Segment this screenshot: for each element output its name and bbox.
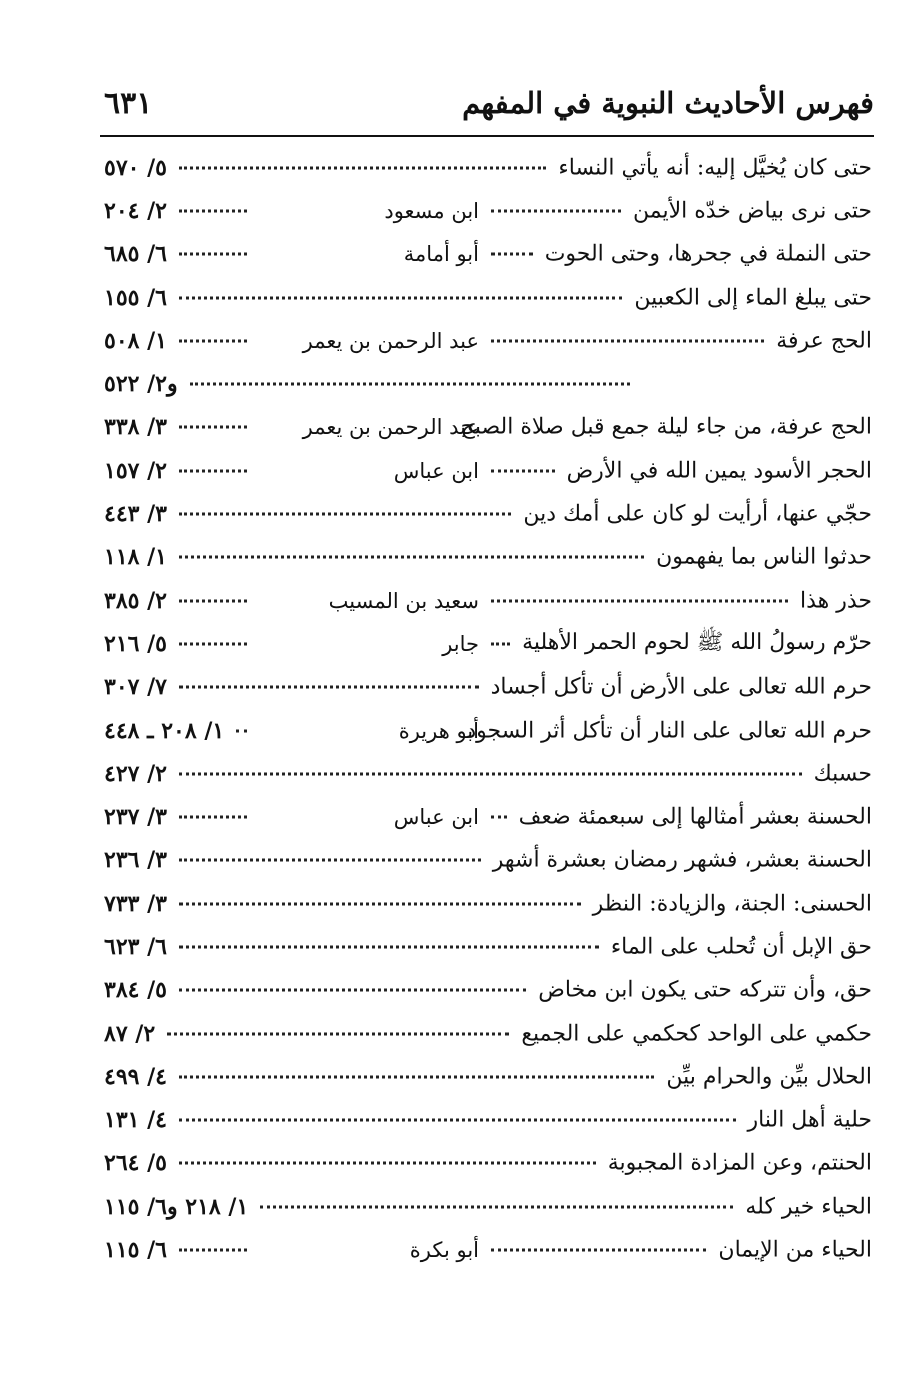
dot-leader [491,469,555,472]
index-entry [104,1099,872,1142]
index-entry [104,795,872,838]
hadith-text: حتى نرى بياض خدّه الأيمن [632,198,872,224]
index-entry [104,492,872,535]
dot-leader [179,816,247,819]
hadith-text: حتى النملة في جحرها، وحتى الحوت [544,241,872,267]
volume-page-ref: ٥/ ٢٦٤ [104,1150,167,1177]
narrator-name: ابن مسعود [384,198,479,223]
narrator-name: ابن عباس [393,805,479,830]
volume-page-ref: ٦/ ١١٥ [104,1237,167,1264]
dot-leader [491,599,788,602]
hadith-index-list [104,146,872,1272]
index-entry [104,536,872,579]
hadith-text: الحياء خير كله [745,1194,872,1220]
dot-leader [179,209,247,212]
dot-leader [179,642,247,645]
volume-page-ref: ٦/ ٦٢٣ [104,933,167,960]
dot-leader [179,469,247,472]
volume-page-ref: ٣/ ٧٣٣ [104,890,167,917]
hadith-text: حق الإبل أن تُحلب على الماء [610,934,872,960]
volume-page-ref: ١/ ٢١٨ و٦/ ١١٥ [104,1193,249,1220]
narrator-name: عبد الرحمن بن يعمر [302,328,479,353]
volume-page-ref: ٣/ ٢٣٧ [104,804,167,831]
index-entry [104,1228,872,1271]
hadith-text: حق، وأن تتركه حتى يكون ابن مخاض [538,977,872,1003]
volume-page-ref: ١/ ٢٠٨ ـ ٤٤٨ [104,717,225,744]
dot-leader [236,729,247,732]
narrator-name: أبو بكرة [409,1238,479,1263]
index-entry [104,1012,872,1055]
volume-page-ref: ٤/ ١٣١ [104,1107,167,1134]
index-entry [104,276,872,319]
narrator-name: أبو هريرة [398,718,479,743]
hadith-text: الحسنة بعشر أمثالها إلى سبعمئة ضعف [518,804,872,830]
dot-leader [179,859,481,862]
index-entry [104,233,872,276]
dot-leader [179,989,526,992]
index-entry [104,406,872,449]
dot-leader [260,1205,733,1208]
hadith-text: الحسنة بعشر، فشهر رمضان بعشرة أشهر [492,847,872,873]
dot-leader [491,642,510,645]
volume-page-ref: ٧/ ٣٠٧ [104,674,167,701]
dot-leader [179,1162,596,1165]
volume-page-ref: ٦/ ٦٨٥ [104,241,167,268]
dot-leader [179,296,622,299]
page-header [104,78,874,128]
volume-page-ref: ٦/ ١٥٥ [104,284,167,311]
index-entry [104,1142,872,1185]
volume-page-ref: ٢/ ٤٢٧ [104,760,167,787]
volume-page-ref: ٣/ ٤٤٣ [104,501,167,528]
index-entry [104,579,872,622]
dot-leader [179,253,247,256]
dot-leader [491,339,764,342]
index-entry [104,146,872,189]
dot-leader [179,166,546,169]
hadith-text: حرم الله تعالى على النار أن تأكل أثر السجود [466,718,872,743]
hadith-text: حتى يبلغ الماء إلى الكعبين [634,285,872,311]
index-entry [104,1185,872,1228]
dot-leader [179,686,479,689]
volume-page-ref: ٥/ ٥٧٠ [104,154,167,181]
volume-page-ref: ٣/ ٢٣٦ [104,847,167,874]
index-entry [104,319,872,362]
volume-page-ref: ٥/ ٢١٦ [104,630,167,657]
hadith-text: حدثوا الناس بما يفهمون [656,544,872,570]
index-entry [104,752,872,795]
hadith-text: حرم الله تعالى على الأرض أن تأكل أجساد [490,674,872,700]
page-number: ٦٣١ [104,85,153,121]
narrator-name: سعيد بن المسيب [328,588,479,613]
dot-leader [190,383,630,386]
hadith-text: حتى كان يُخيَّل إليه: أنه يأتي النساء [558,155,872,181]
volume-page-ref: ٣/ ٣٣٨ [104,414,167,441]
volume-page-ref: ٥/ ٣٨٤ [104,977,167,1004]
index-entry [104,362,872,405]
dot-leader [491,1249,706,1252]
hadith-text: حجّي عنها، أرأيت لو كان على أمك دين [523,501,872,527]
hadith-text: الحلال بيِّن والحرام بيِّن [666,1064,872,1090]
dot-leader [179,556,644,559]
narrator-name: ابن عباس [393,458,479,483]
volume-page-ref: و٢/ ٥٢٢ [104,371,178,398]
volume-page-ref: ١/ ١١٨ [104,544,167,571]
dot-leader [179,1119,736,1122]
narrator-name: أبو أمامة [403,242,479,267]
header-rule [100,135,874,137]
hadith-text: الحج عرفة، من جاء ليلة جمع قبل صلاة الصبح [460,414,872,440]
index-entry [104,1055,872,1098]
index-entry [104,839,872,882]
narrator-name: جابر [442,631,479,656]
hadith-text: الحج عرفة [776,328,872,354]
dot-leader [179,339,247,342]
dot-leader [491,253,533,256]
running-title: فهرس الأحاديث النبوية في المفهم [462,86,874,120]
hadith-text: الحجر الأسود يمين الله في الأرض [566,458,872,484]
dot-leader [179,599,247,602]
hadith-text: حسبك [813,761,872,787]
dot-leader [491,209,621,212]
index-entry [104,925,872,968]
volume-page-ref: ٢/ ٣٨٥ [104,587,167,614]
hadith-text: حلية أهل النار [747,1107,872,1133]
volume-page-ref: ٤/ ٤٩٩ [104,1063,167,1090]
index-entry [104,882,872,925]
hadith-text: حذر هذا [799,588,872,614]
dot-leader [179,513,511,516]
volume-page-ref: ٢/ ١٥٧ [104,457,167,484]
volume-page-ref: ١/ ٥٠٨ [104,327,167,354]
volume-page-ref: ٢/ ٨٧ [104,1020,156,1047]
index-entry [104,622,872,665]
index-entry [104,969,872,1012]
dot-leader [179,772,802,775]
index-entry [104,666,872,709]
hadith-text: حكمي على الواحد كحكمي على الجميع [521,1021,872,1047]
index-entry [104,709,872,752]
hadith-text: حرّم رسولُ الله ﷺ لحوم الحمر الأهلية [522,629,872,655]
dot-leader [179,426,247,429]
narrator-name: عبد الرحمن بن يعمر [302,415,479,440]
dot-leader [179,945,599,948]
dot-leader [179,1249,247,1252]
hadith-text: الحسنى: الجنة، والزيادة: النظر [592,891,872,917]
index-entry [104,189,872,232]
dot-leader [179,1075,654,1078]
dot-leader [167,1032,509,1035]
volume-page-ref: ٢/ ٢٠٤ [104,197,167,224]
dot-leader [491,816,507,819]
dot-leader [179,902,581,905]
hadith-text: الحنتم، وعن المزادة المجبوبة [607,1150,872,1176]
hadith-text: الحياء من الإيمان [718,1237,872,1263]
index-entry [104,449,872,492]
